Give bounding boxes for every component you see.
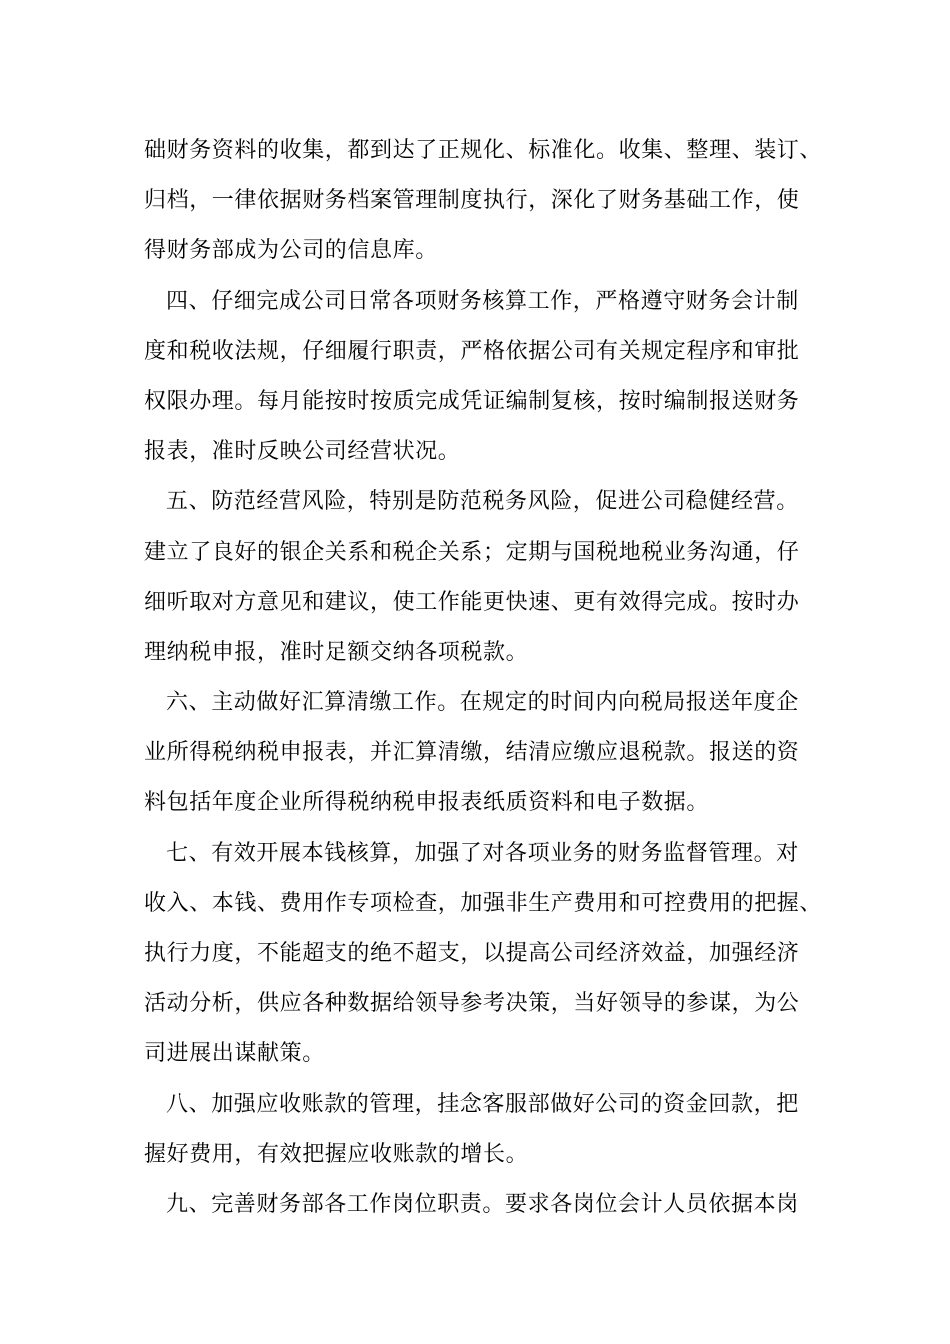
text-line: 报表，准时反映公司经营状况。 bbox=[144, 439, 461, 465]
text-line: 收入、本钱、费用作专项检查，加强非生产费用和可控费用的把握、 bbox=[144, 890, 823, 916]
paragraph-start-line: 七、有效开展本钱核算，加强了对各项业务的财务监督管理。对 bbox=[166, 840, 799, 866]
text-line: 得财务部成为公司的信息库。 bbox=[144, 238, 438, 264]
text-line: 度和税收法规，仔细履行职责，严格依据公司有关规定程序和审批 bbox=[144, 338, 800, 364]
text-line: 建立了良好的银企关系和税企关系；定期与国税地税业务沟通，仔 bbox=[144, 539, 800, 565]
text-line: 活动分析，供应各种数据给领导参考决策，当好领导的参谋，为公 bbox=[144, 991, 800, 1017]
text-line: 细听取对方意见和建议，使工作能更快速、更有效得完成。按时办 bbox=[144, 589, 800, 615]
text-line: 权限办理。每月能按时按质完成凭证编制复核，按时编制报送财务 bbox=[144, 388, 800, 414]
text-line: 础财务资料的收集，都到达了正规化、标准化。收集、整理、装订、 bbox=[144, 138, 823, 163]
text-line: 握好费用，有效把握应收账款的增长。 bbox=[144, 1141, 529, 1167]
body-text bbox=[144, 126, 844, 1230]
text-line: 归档，一律依据财务档案管理制度执行，深化了财务基础工作，使 bbox=[144, 188, 800, 214]
paragraph-start-line: 五、防范经营风险，特别是防范税务风险，促进公司稳健经营。 bbox=[166, 489, 799, 515]
paragraph-start-line: 四、仔细完成公司日常各项财务核算工作，严格遵守财务会计制 bbox=[166, 288, 799, 314]
paragraph-start-line: 九、完善财务部各工作岗位职责。要求各岗位会计人员依据本岗 bbox=[166, 1191, 799, 1217]
paragraph-start-line: 八、加强应收账款的管理，挂念客服部做好公司的资金回款，把 bbox=[166, 1091, 799, 1117]
paragraph-start-line: 六、主动做好汇算清缴工作。在规定的时间内向税局报送年度企 bbox=[166, 690, 799, 716]
text-line: 料包括年度企业所得税纳税申报表纸质资料和电子数据。 bbox=[144, 790, 710, 816]
text-line: 司进展出谋献策。 bbox=[144, 1041, 325, 1067]
text-line: 执行力度，不能超支的绝不超支，以提高公司经济效益，加强经济 bbox=[144, 941, 800, 966]
text-line: 业所得税纳税申报表，并汇算清缴，结清应缴应退税款。报送的资 bbox=[144, 740, 800, 766]
text-line: 理纳税申报，准时足额交纳各项税款。 bbox=[144, 639, 529, 665]
